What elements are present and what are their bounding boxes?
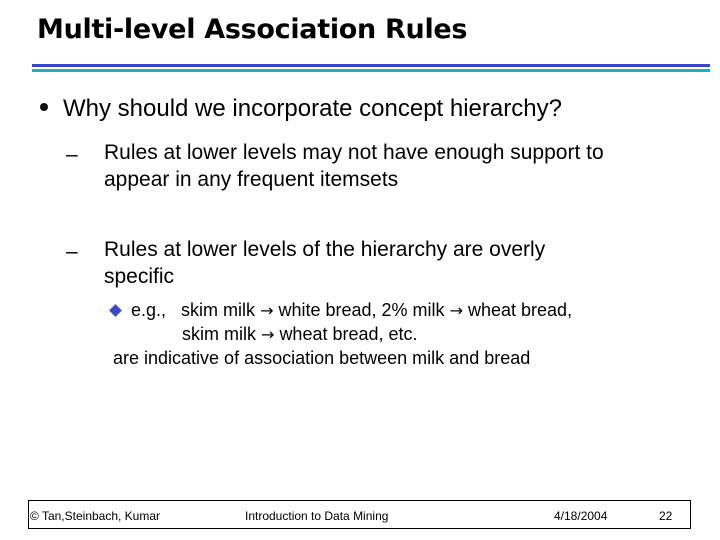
example-eg: e.g., (131, 300, 167, 320)
example-white-bread: white bread, 2% milk (278, 300, 445, 320)
dash-bullet-1: – (66, 143, 78, 166)
footer-course: Introduction to Data Mining (245, 509, 389, 523)
example-wheat-bread-2: wheat bread, etc. (279, 324, 418, 344)
bullet-dot-icon (40, 103, 48, 111)
diamond-bullet-icon (109, 304, 122, 317)
example-skim-milk-1: skim milk (181, 300, 256, 320)
sub-bullet-1-line-2: appear in any frequent itemsets (104, 168, 399, 191)
sub-bullet-1-line-1: Rules at lower levels may not have enough support to (104, 141, 604, 164)
sub-bullet-2 (104, 236, 704, 290)
title-underline-cyan (32, 69, 710, 72)
slide-title: Multi-level Association Rules (37, 14, 468, 45)
example-line-1 (131, 300, 572, 321)
footer-page-number: 22 (659, 509, 673, 523)
sub-bullet-2-line-1: Rules at lower levels of the hierarchy are overly (104, 238, 546, 261)
implies-arrow-icon: → (260, 301, 274, 320)
example-wheat-bread-1: wheat bread, (468, 300, 573, 320)
implies-arrow-icon: → (449, 301, 463, 320)
sub-bullet-2-line-2: specific (104, 265, 175, 288)
example-line-2 (182, 324, 418, 345)
sub-bullet-1 (104, 139, 704, 193)
footer-copyright: © Tan,Steinbach, Kumar (30, 509, 161, 523)
footer-date: 4/18/2004 (554, 509, 608, 523)
main-bullet-text: Why should we incorporate concept hierarchy? (63, 95, 562, 122)
indicative-text: are indicative of association between milk and bread (113, 348, 531, 368)
implies-arrow-icon: → (261, 325, 275, 344)
title-underline-blue (32, 64, 710, 67)
dash-bullet-2: – (66, 240, 78, 263)
example-skim-milk-2: skim milk (182, 324, 256, 344)
slide-footer (28, 500, 691, 529)
